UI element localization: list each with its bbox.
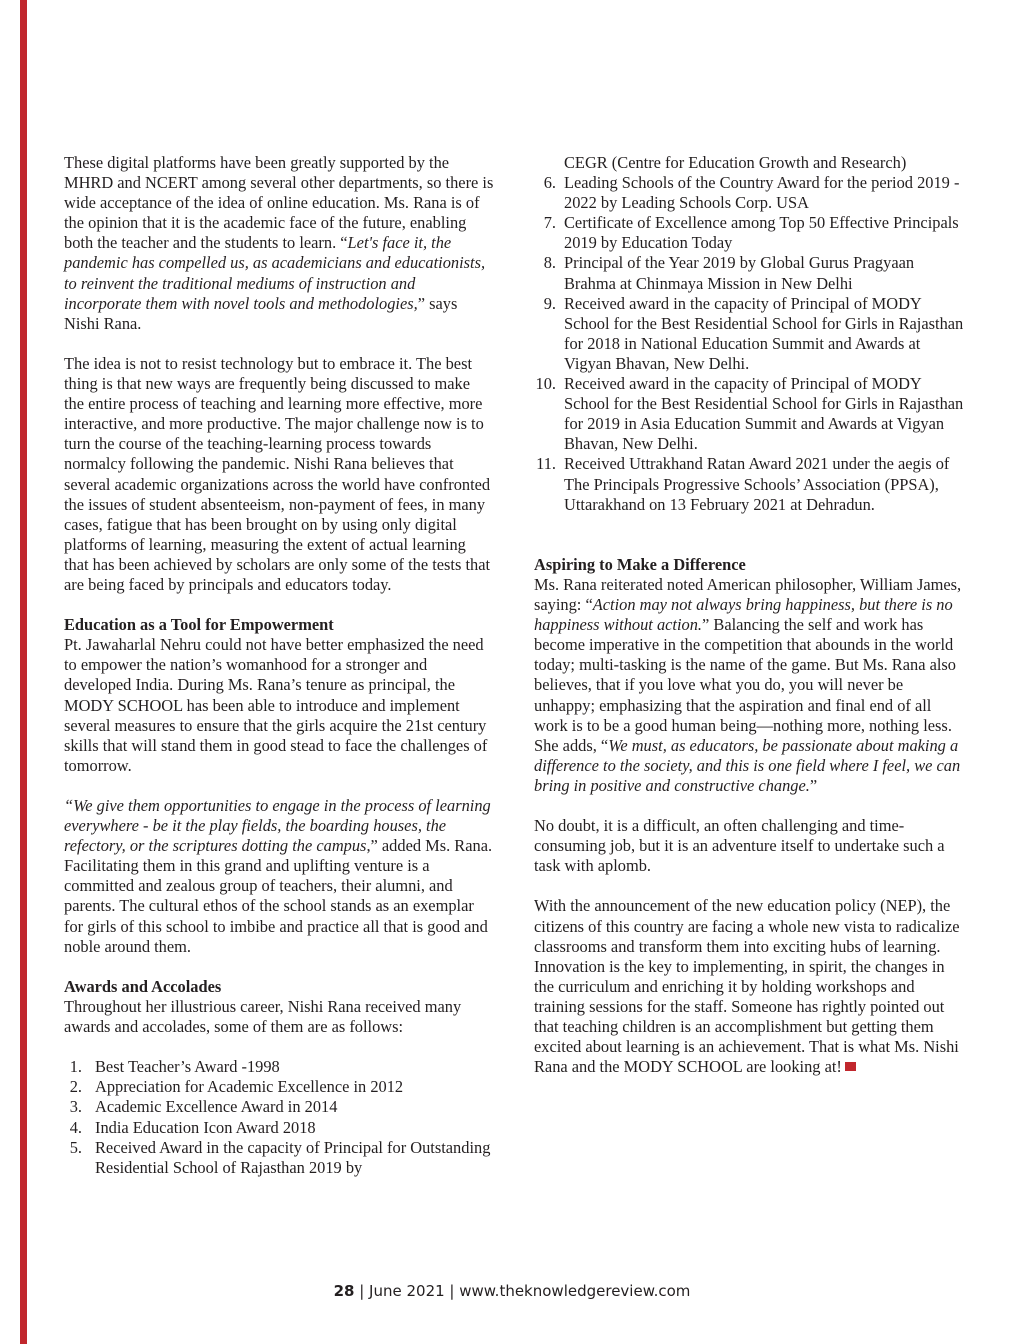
list-item-continuation: CEGR (Centre for Education Growth and Research): [564, 153, 907, 172]
right-column: [534, 153, 964, 1077]
section-heading: Aspiring to Make a Difference: [534, 554, 746, 574]
list-item: 4. India Education Icon Award 2018: [69, 1117, 316, 1137]
paragraph: Ms. Rana reiterated noted American philosopher, William James, saying: “Action may not always bring happiness, but there is no happiness without action.” Balancing the self and work has become imperative in the competition that abounds in the world today; multi-tasking is the name of the game. But Ms. Rana also believes, that if you love what you do, you will never be unhappy; emphasizing that the aspiration and final end of all work is to be a good human being—nothing more, nothing less. She adds, “We must, as educators, be passionate about making a difference to the society, and this is one field where I feel, we can bring in positive and constructive change.”: [534, 574, 962, 795]
paragraph: With the announcement of the new education policy (NEP), the citizens of this country are facing a whole new vista to radicalize classrooms and transform them into exciting hubs of learning. Innovation is the key to implementing, in spirit, the changes in the curriculum and enriching it by holding workshops and training sessions for the staff. Someone has rightly pointed out that teaching children is an accomplishment but getting them excited about learning is an achievement. That is what Ms. Nishi Rana and the MODY SCHOOL are looking at!: [534, 896, 960, 1077]
awards-list: [64, 1057, 494, 1178]
list-item: 3. Academic Excellence Award in 2014: [69, 1097, 338, 1117]
pull-quote: We must, as educators, be passionate about making a difference to the society, and this is one field where I feel, we can bring in positive and constructive change.: [534, 735, 961, 795]
paragraph: Pt. Jawaharlal Nehru could not have better emphasized the need to empower the nation’s womanhood for a stronger and developed India. During Ms. Rana’s tenure as principal, the MODY SCHOOL has been able to introduce and implement several measures to ensure that the girls acquire the 21st century skills that will stand them in good stead to face the challenges of tomorrow.: [64, 635, 488, 775]
paragraph: No doubt, it is a difficult, an often challenging and time-consuming job, but it is an adventure itself to undertake such a task with aplomb.: [534, 816, 945, 876]
paragraph: “We give them opportunities to engage in the process of learning everywhere - be it the play fields, the boarding houses, the refectory, or the scriptures dotting the campus,” added Ms. Rana. Facilitating them in this grand and uplifting venture is a committed and zealous group of teachers, their alumni, and parents. The cultural ethos of the school stands as an exemplar for girls of this school to imbibe and practice all that is good and noble around them.: [64, 796, 493, 956]
list-item: 10. Received award in the capacity of Principal of MODY School for the Best Residential School for Girls in Rajasthan for 2019 in Asia Education Summit and Awards at Vigyan Bhavan, New Delhi.: [535, 374, 964, 454]
list-item: 2. Appreciation for Academic Excellence in 2012: [69, 1077, 404, 1097]
paragraph: Throughout her illustrious career, Nishi Rana received many awards and accolades, some of them are as follows:: [64, 996, 462, 1037]
section-heading: Education as a Tool for Empowerment: [64, 615, 334, 635]
list-item: 9. Received award in the capacity of Principal of MODY School for the Best Residential School for Girls in Rajasthan for 2018 in National Education Summit and Awards at Vigyan Bhavan, New Delhi.: [543, 293, 964, 373]
awards-list: [534, 173, 964, 515]
pull-quote: Let's face it, the pandemic has compelled us, as academicians and educationists, to reinvent the traditional mediums of instruction and incorporate them with novel tools and methodologies,: [64, 233, 486, 313]
list-item: 7. Certificate of Excellence among Top 50 Effective Principals 2019 by Education Today: [543, 213, 959, 253]
section-heading: Awards and Accolades: [64, 976, 222, 996]
left-column: [64, 153, 494, 1178]
list-item: 5. Received Award in the capacity of Principal for Outstanding Residential School of Rajasthan 2019 by: [69, 1137, 491, 1177]
paragraph: The idea is not to resist technology but to embrace it. The best thing is that new ways are frequently being discussed to make the entire process of teaching and learning more effective, more interactive, and more productive. The major challenge now is to turn the course of the teaching-learning process towards normalcy following the pandemic. Nishi Rana believes that several academic organizations across the world have confronted the issues of student absenteeism, non-payment of fees, in many cases, fatigue that has been brought on by using only digital platforms of learning, measuring the extent of actual learning that has been achieved by scholars are only some of the tests that are being faced by principals and educators today.: [64, 353, 491, 594]
paragraph: These digital platforms have been greatly supported by the MHRD and NCERT among several other departments, so there is wide acceptance of the idea of online education. Ms. Rana is of the opinion that it is the academic face of the future, enabling both the teacher and the students to learn. “Let's face it, the pandemic has compelled us, as academicians and educationists, to reinvent the traditional mediums of instruction and incorporate them with novel tools and methodologies,” says Nishi Rana.: [64, 153, 494, 333]
end-of-article-icon: [845, 1062, 856, 1071]
pull-quote: Action may not always bring happiness, but there is no happiness without action.: [534, 595, 953, 635]
list-item: 8. Principal of the Year 2019 by Global Gurus Pragyaan Brahma at Chinmaya Mission in New Delhi: [543, 253, 915, 293]
website-link[interactable]: www.theknowledgereview.com: [459, 1282, 691, 1300]
list-item: 6. Leading Schools of the Country Award for the period 2019 - 2022 by Leading Schools Corp. USA: [543, 173, 960, 213]
page-number: 28: [333, 1282, 355, 1300]
page-footer: 28 | June 2021 | www.theknowledgereview.com: [333, 1282, 691, 1300]
list-item: 11. Received Uttrakhand Ratan Award 2021 under the aegis of The Principals Progressive Schools’ Association (PPSA), Uttarakhand on 13 February 2021 at Dehradun.: [536, 454, 950, 514]
issue-date: June 2021: [369, 1282, 445, 1300]
accent-bar: [20, 0, 27, 1344]
pull-quote: “We give them opportunities to engage in the process of learning everywhere - be it the play fields, the boarding houses, the refectory, or the scriptures dotting the campus: [64, 796, 491, 856]
list-item: 1. Best Teacher’s Award -1998: [69, 1057, 280, 1077]
